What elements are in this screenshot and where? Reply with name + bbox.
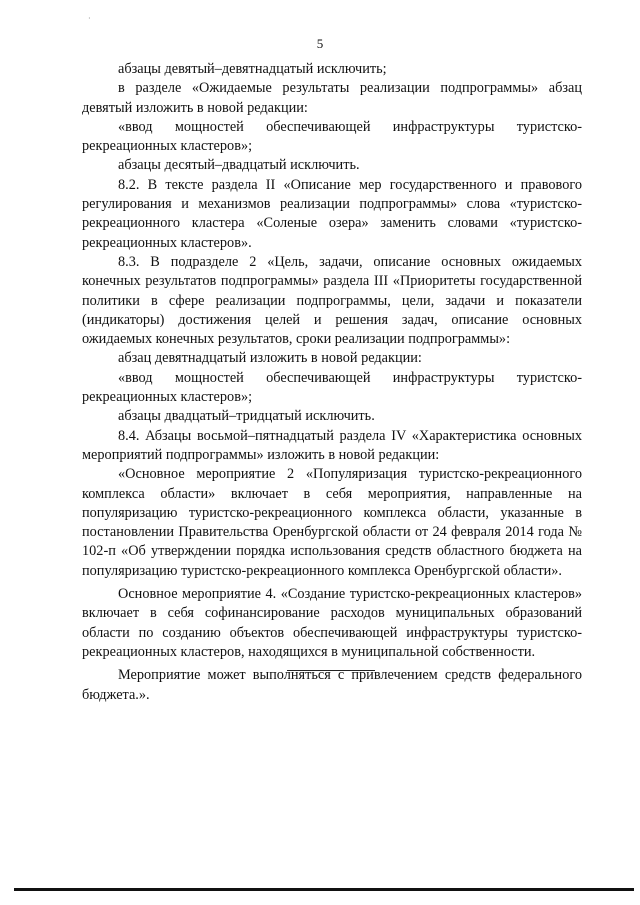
paragraph: Основное мероприятие 4. «Создание туристско-рекреационных кластеров» включает в себя софинансирование расходов муниципальных образований области по созданию объектов обеспечивающей инфраструктуры туристско-рекреационных кластеров, находящихся в муниципальной собственности. <box>82 586 582 660</box>
paragraph: абзац девятнадцатый изложить в новой редакции: <box>118 350 422 367</box>
paragraph: абзацы двадцатый–тридцатый исключить. <box>118 408 375 425</box>
scan-speck: · <box>88 14 91 23</box>
paragraph: 8.4. Абзацы восьмой–пятнадцатый раздела IV «Характеристика основных мероприятий подпрограммы» изложить в новой редакции: <box>82 427 582 463</box>
paragraph: «Основное мероприятие 2 «Популяризация туристско-рекреационного комплекса области» включает в себя мероприятия, направленные на популяризацию туристско-рекреационного комплекса области, указанные в постановлении Правительства Оренбургской области от 24 февраля 2014 года № 102-п «Об утверждении порядка использования средств областного бюджета на популяризацию туристско-рекреационного комплекса Оренбургской области». <box>82 466 582 579</box>
paragraph: абзацы девятый–девятнадцатый исключить; <box>118 61 387 77</box>
paragraph: Мероприятие может выполняться с привлечением средств федерального бюджета.». <box>82 667 582 703</box>
document-body <box>82 60 582 705</box>
closing-separator-line <box>287 670 375 671</box>
paragraph: 8.3. В подразделе 2 «Цель, задачи, описание основных ожидаемых конечных результатов подпрограммы» раздела III «Приоритеты государственной политики в сфере реализации подпрограммы, цели, задачи и показатели (индикаторы) достижения целей и решения задач, описание основных ожидаемых конечных результатов, сроки реализации подпрограммы»: <box>82 253 582 348</box>
scan-edge-bar <box>14 888 634 891</box>
paragraph: абзацы десятый–двадцатый исключить. <box>118 157 360 174</box>
paragraph: 8.2. В тексте раздела II «Описание мер государственного и правового регулирования и механизмов реализации подпрограммы» слова «туристско-рекреационного кластера «Соленые озера» заменить словами «туристско-рекреационных кластеров». <box>82 176 582 251</box>
paragraph: в разделе «Ожидаемые результаты реализации подпрограммы» абзац девятый изложить в новой редакции: <box>82 80 582 116</box>
page-number: 5 <box>316 36 324 51</box>
paragraph: «ввод мощностей обеспечивающей инфраструктуры туристско-рекреационных кластеров»; <box>82 118 582 155</box>
paragraph: «ввод мощностей обеспечивающей инфраструктуры туристско-рекреационных кластеров»; <box>82 369 582 406</box>
